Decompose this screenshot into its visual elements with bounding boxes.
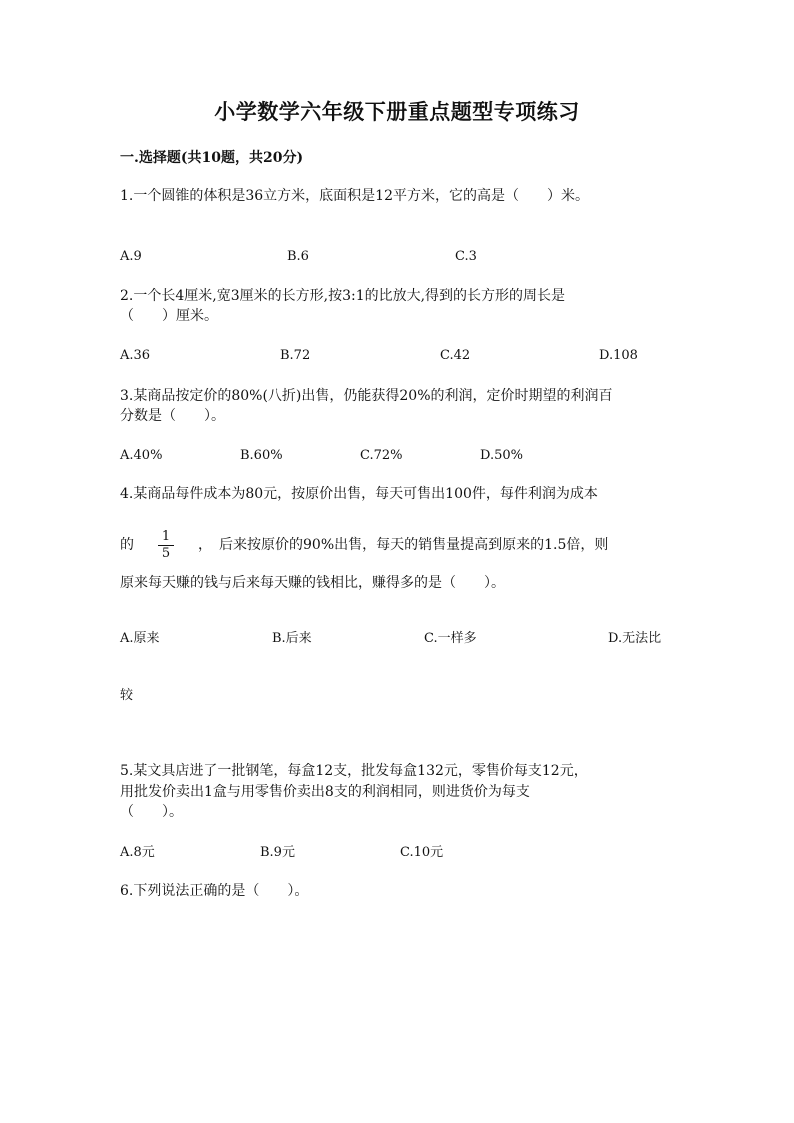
q3-option-a: A.40%: [120, 448, 163, 463]
q2-option-c: C.42: [440, 348, 471, 363]
page-title: 小学数学六年级下册重点题型专项练习: [214, 99, 580, 124]
q3-option-d: D.50%: [480, 448, 523, 463]
q4-option-a: A.原来: [120, 631, 160, 646]
question-2-line-1: 2.一个长4厘米,宽3厘米的长方形,按3:1的比放大,得到的长方形的周长是: [120, 288, 566, 304]
question-4-line-2-prefix: 的: [120, 537, 134, 553]
question-3-line-2: 分数是（ ）。: [120, 408, 225, 424]
q1-option-a: A.9: [120, 249, 142, 264]
q2-option-a: A.36: [120, 348, 151, 363]
q3-option-b: B.60%: [240, 448, 283, 463]
question-4-line-2-suffix: ， 后来按原价的90%出售，每天的销售量提高到原来的1.5倍，则: [198, 537, 609, 553]
q2-option-d: D.108: [599, 348, 638, 363]
question-5-line-3: （ ）。: [120, 804, 183, 820]
q5-option-a: A.8元: [120, 845, 155, 860]
q4-option-b: B.后来: [272, 631, 312, 646]
question-3-line-1: 3.某商品按定价的80%(八折)出售，仍能获得20%的利润，定价时期望的利润百: [120, 388, 613, 404]
fraction: [158, 530, 174, 561]
question-1-text: 1.一个圆锥的体积是36立方米，底面积是12平方米，它的高是（ ）米。: [120, 188, 589, 204]
fraction-numerator: 1: [161, 529, 171, 544]
q1-option-b: B.6: [287, 249, 309, 264]
q5-option-b: B.9元: [260, 845, 295, 860]
question-2-line-2: （ ）厘米。: [120, 308, 218, 324]
q5-option-c: C.10元: [400, 845, 444, 860]
q2-option-b: B.72: [280, 348, 311, 363]
question-4-line-1: 4.某商品每件成本为80元，按原价出售，每天可售出100件，每件利润为成本: [120, 486, 598, 502]
fraction-denominator: 5: [161, 546, 171, 561]
q1-option-c: C.3: [455, 249, 477, 264]
question-4-line-3: 原来每天赚的钱与后来每天赚的钱相比，赚得多的是（ ）。: [120, 575, 505, 591]
q4-option-d: D.无法比: [608, 631, 662, 646]
section-heading: 一.选择题(共10题，共20分): [120, 150, 304, 166]
q4-option-d-overflow: 较: [120, 688, 134, 703]
question-6-text: 6.下列说法正确的是（ ）。: [120, 883, 309, 899]
q3-option-c: C.72%: [360, 448, 403, 463]
question-5-line-1: 5.某文具店进了一批钢笔，每盒12支，批发每盒132元，零售价每支12元，: [120, 763, 588, 779]
question-5-line-2: 用批发价卖出1盒与用零售价卖出8支的利润相同，则进货价为每支: [120, 784, 530, 800]
q4-option-c: C.一样多: [424, 631, 477, 646]
